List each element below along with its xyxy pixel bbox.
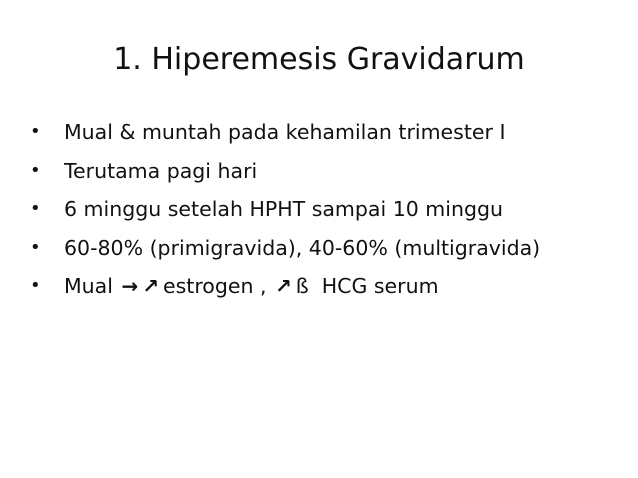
bullet-dot-icon: •: [30, 236, 41, 258]
bullet-text: 6 minggu setelah HPHT sampai 10 minggu: [64, 197, 503, 221]
bullet-dot-icon: •: [30, 198, 41, 219]
bullet-text: Mual & muntah pada kehamilan trimester I: [64, 120, 506, 144]
bullet-text-hcg: ß HCG serum: [295, 274, 439, 298]
slide-title: 1. Hiperemesis Gravidarum: [113, 42, 525, 77]
bullet-item: [30, 118, 630, 146]
arrow-up-right-icon: ↗: [275, 274, 292, 298]
bullet-text-mual: Mual: [64, 274, 120, 298]
bullet-item: [30, 195, 630, 223]
bullet-text: 60-80% (primigravida), 40-60% (multigravida): [64, 235, 541, 260]
arrow-right-icon: →: [121, 274, 139, 298]
bullet-dot-icon: •: [30, 159, 41, 181]
bullet-item: [30, 157, 630, 185]
bullet-dot-icon: •: [30, 121, 41, 142]
bullet-list: [30, 118, 630, 311]
bullet-item-mechanism: [30, 272, 630, 300]
bullet-text: Terutama pagi hari: [64, 158, 258, 183]
bullet-item: [30, 234, 630, 262]
arrow-up-right-icon: ↗: [142, 274, 159, 298]
bullet-dot-icon: •: [30, 275, 41, 296]
bullet-text-estrogen: estrogen ,: [163, 274, 274, 298]
